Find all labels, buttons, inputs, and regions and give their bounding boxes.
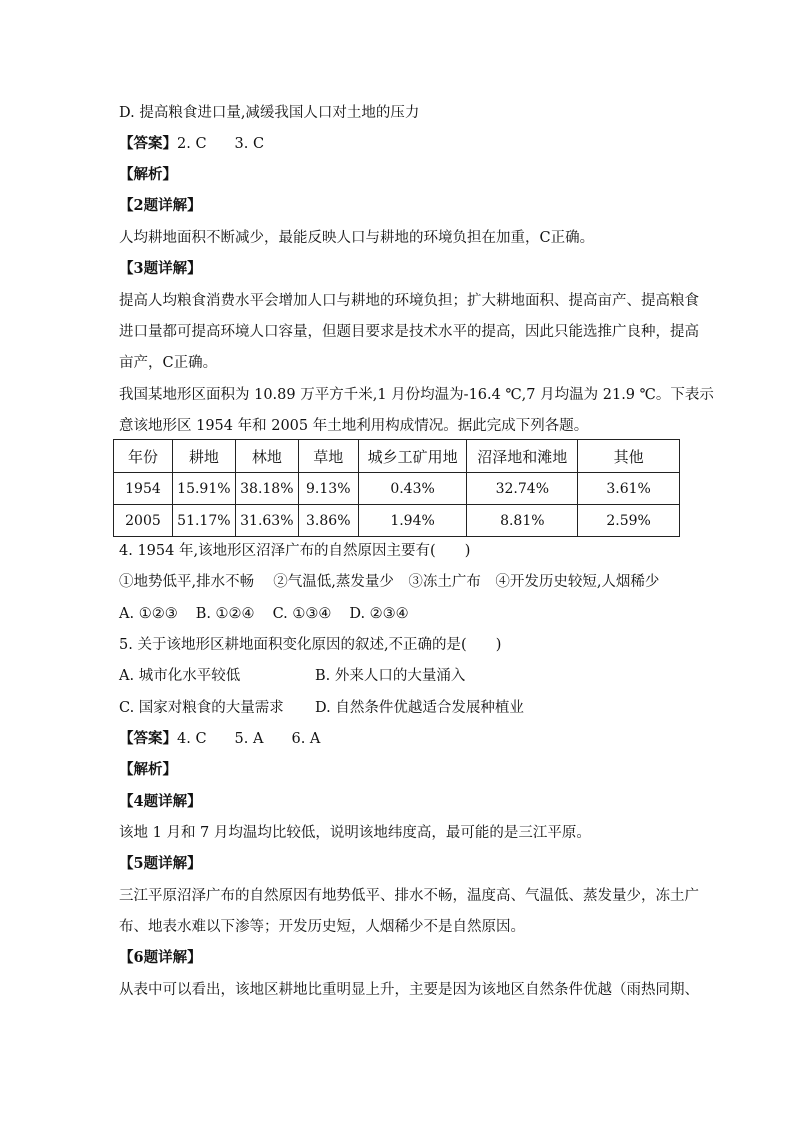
detail-text-4: 该地 1 月和 7 月均温均比较低，说明该地纬度高，最可能的是三江平原。 [119, 825, 591, 841]
table-header-cell: 耕地 [172, 440, 235, 473]
option-a: A. ①②③ [119, 606, 178, 622]
answer-4: 4. C [177, 731, 207, 747]
question-4-options [119, 604, 409, 624]
table-row [114, 473, 680, 505]
table-cell: 8.81% [467, 505, 578, 537]
analysis-heading-2: 【解析】 [119, 761, 177, 778]
answer-5: 5. A [234, 731, 264, 747]
detail-heading-2: 【2题详解】 [119, 197, 202, 214]
detail-text-3-line-2: 进口量都可提高环境人口容量，但题目要求是技术水平的提高，因此只能选推广良种，提高 [119, 324, 699, 340]
table-cell: 3.61% [578, 473, 680, 505]
answer-6: 6. A [291, 731, 321, 747]
table-cell: 1954 [114, 473, 173, 505]
option-b: B. ①②④ [195, 606, 255, 622]
table-cell: 2.59% [578, 505, 680, 537]
answer-2: 2. C [177, 136, 207, 152]
material-line-1: 我国某地形区面积为 10.89 万平方千米,1 月份均温为-16.4 ℃,7 月均温为 21.9 ℃。下表示 [119, 387, 714, 403]
table-header-cell: 草地 [298, 440, 358, 473]
table-cell: 51.17% [172, 505, 235, 537]
detail-text-3-line-3: 亩产，C正确。 [119, 355, 218, 371]
table-header-cell: 其他 [578, 440, 680, 473]
table-cell: 0.43% [358, 473, 467, 505]
option-d: D. 自然条件优越适合发展种植业 [315, 700, 524, 716]
answer-label: 【答案】 [119, 135, 177, 152]
table-cell: 15.91% [172, 473, 235, 505]
q3-option-d: D. 提高粮食进口量,减缓我国人口对土地的压力 [119, 105, 420, 121]
table-header-cell: 沼泽地和滩地 [467, 440, 578, 473]
question-4-stem: 4. 1954 年,该地形区沼泽广布的自然原因主要有( ) [119, 543, 471, 559]
detail-text-5-line-1: 三江平原沼泽广布的自然原因有地势低平、排水不畅，温度高、气温低、蒸发量少，冻土广 [119, 888, 699, 904]
answer-label: 【答案】 [119, 730, 177, 747]
table-cell: 3.86% [298, 505, 358, 537]
question-4-items: ①地势低平,排水不畅 ②气温低,蒸发量少 ③冻土广布 ④开发历史较短,人烟稀少 [119, 574, 660, 590]
detail-heading-6: 【6题详解】 [119, 949, 202, 966]
material-line-2: 意该地形区 1954 年和 2005 年土地利用构成情况。据此完成下列各题。 [119, 418, 589, 434]
table-header-row [114, 440, 680, 473]
option-c: C. ①③④ [272, 606, 332, 622]
table-row [114, 505, 680, 537]
table-cell: 2005 [114, 505, 173, 537]
option-c: C. 国家对粮食的大量需求 [119, 700, 284, 716]
answer-line-2 [119, 729, 320, 749]
detail-heading-4: 【4题详解】 [119, 793, 202, 810]
question-5-stem: 5. 关于该地形区耕地面积变化原因的叙述,不正确的是( ) [119, 637, 502, 653]
option-d: D. ②③④ [349, 606, 409, 622]
table-header-cell: 城乡工矿用地 [358, 440, 467, 473]
detail-text-3-line-1: 提高人均粮食消费水平会增加人口与耕地的环境负担；扩大耕地面积、提高亩产、提高粮食 [119, 293, 699, 309]
table-cell: 1.94% [358, 505, 467, 537]
table-header-cell: 林地 [235, 440, 298, 473]
table-cell: 32.74% [467, 473, 578, 505]
analysis-heading-1: 【解析】 [119, 166, 177, 183]
detail-text-6: 从表中可以看出，该地区耕地比重明显上升，主要是因为该地区自然条件优越（雨热同期、 [119, 982, 699, 998]
detail-heading-3: 【3题详解】 [119, 260, 202, 277]
option-a: A. 城市化水平较低 [119, 668, 241, 684]
question-5-options-row-2 [119, 698, 679, 718]
answer-line-1 [119, 134, 264, 154]
table-header-cell: 年份 [114, 440, 173, 473]
answer-3: 3. C [234, 136, 265, 152]
table-cell: 9.13% [298, 473, 358, 505]
table-cell: 31.63% [235, 505, 298, 537]
detail-text-2: 人均耕地面积不断减少，最能反映人口与耕地的环境负担在加重，C正确。 [119, 230, 595, 246]
land-use-table [113, 439, 680, 537]
detail-text-5-line-2: 布、地表水难以下渗等；开发历史短，人烟稀少不是自然原因。 [119, 919, 525, 935]
option-b: B. 外来人口的大量涌入 [315, 668, 466, 684]
table-cell: 38.18% [235, 473, 298, 505]
detail-heading-5: 【5题详解】 [119, 855, 202, 872]
question-5-options-row-1 [119, 666, 679, 686]
